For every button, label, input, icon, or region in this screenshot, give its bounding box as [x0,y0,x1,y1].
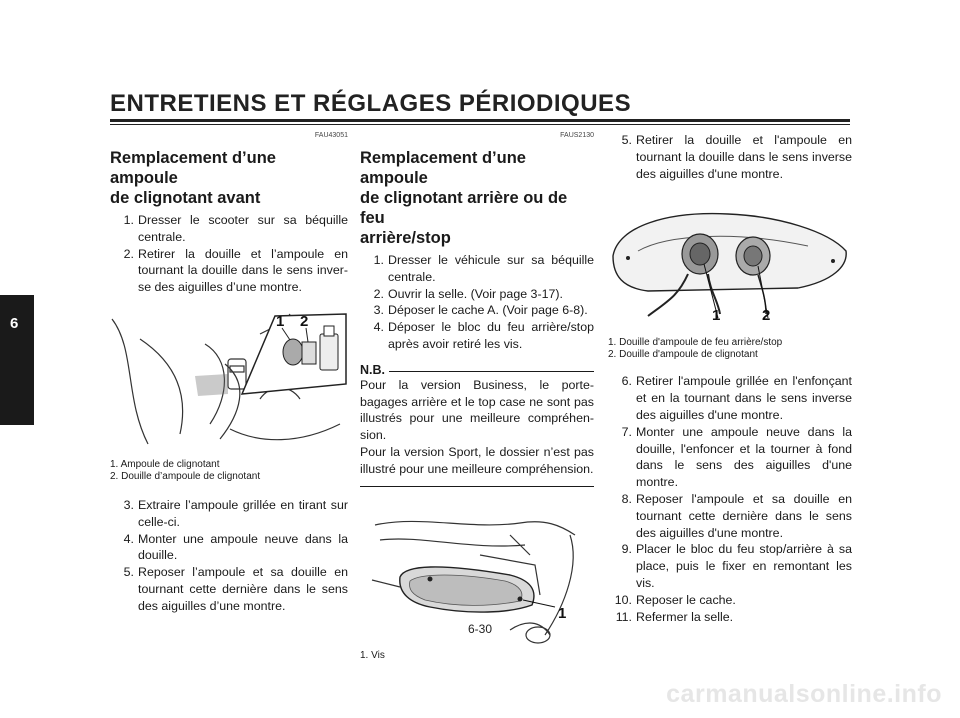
figure-caption [110,459,348,483]
section-title-line: Remplacement d’une ampoule [360,149,526,187]
step-number: 3. [373,303,384,318]
chapter-tab-label: 6 [10,315,19,332]
section-title-line: de clignotant avant [110,189,261,207]
step-item [608,541,852,591]
step-number: 4. [123,531,134,546]
caption-line: 2. Douille d'ampoule de clignotant [608,349,758,361]
caption-line: 2. Douille d’ampoule de clignotant [110,470,261,482]
step-number: 1. [123,213,134,227]
note-paragraph: Pour la version Business, le porte-bagages arrière et le top case ne sont pas illustrés pour une meilleure compréhension. [360,377,594,443]
steps-list [608,132,852,182]
figure-rear-light-sockets [608,196,852,331]
figure-callout-1: 1 [712,307,721,325]
caption-line: 1. Ampoule de clignotant [110,458,220,470]
page-number: 6-30 [467,622,493,636]
steps-list [110,497,348,615]
figure-callout-1: 1 [276,312,285,330]
step-number: 4. [373,320,384,335]
step-text: Retirer l'ampoule grillée en l'enfonçant et en la tournant dans le sens inverse des aiguilles d'une montre. [636,374,852,422]
figure-callout-2: 2 [300,312,309,330]
page-header-title: ENTRETIENS ET RÉGLAGES PÉRIODIQUES [110,90,632,117]
note-rule [389,371,594,372]
step-item [360,302,594,319]
step-number: 8. [621,491,632,506]
step-number: 7. [621,424,632,439]
rear-light-sockets-illustration [608,196,852,326]
column-taillight-bulb [608,132,852,625]
step-text: Retirer la douille et l'ampoule en tournant la douille dans le sens inverse des aiguilles d'une montre. [636,133,852,181]
step-item [608,491,852,541]
step-item [608,424,852,491]
column-front-indicator [110,132,348,615]
step-text: Extraire l’ampoule grillée en tirant sur celle-ci. [138,497,348,529]
step-text: Reposer le cache. [636,592,736,607]
step-text: Monter une ampoule neuve dans la douille, l'enfoncer et la tourner à fond dans le sens des aiguilles d'une montre. [636,424,852,490]
step-text: Déposer le cache A. (Voir page 6-8). [388,303,588,318]
step-item [360,319,594,353]
step-text: Déposer le bloc du feu arrière/stop après avoir retiré les vis. [388,320,594,351]
caption-line: 1. Vis [360,649,385,661]
step-number: 6. [621,374,632,389]
step-item [110,212,348,246]
step-text: Placer le bloc du feu stop/arrière à sa place, puis le fixer en remontant les vis. [636,542,852,590]
figure-caption [360,650,594,662]
step-item [608,132,852,182]
section-title-line: de clignotant arrière ou de feu [360,189,568,227]
figure-callout-1: 1 [558,604,567,622]
step-text: Dresser le scooter sur sa béquille centrale. [138,213,348,244]
section-title [360,148,594,248]
note-box [360,363,594,487]
watermark: carmanualsonline.info [666,680,942,708]
header-rule-thin [110,124,850,125]
section-title-line: arrière/stop [360,229,451,247]
step-item [110,531,348,565]
steps-list [608,373,852,625]
note-label: N.B. [360,362,385,377]
column-rear-indicator [360,132,594,662]
section-title [110,148,348,208]
step-text: Refermer la selle. [636,609,734,624]
step-number: 2. [123,246,134,261]
figure-front-indicator [110,304,348,459]
step-item [360,286,594,303]
step-item [360,252,594,286]
step-item [608,373,852,423]
step-item [110,246,348,296]
section-code: FAU43051 [314,132,348,139]
step-number: 11. [615,609,632,624]
step-text: Reposer l'ampoule et sa douille en tournant cette dernière dans le sens des aiguilles d'une montre. [636,491,852,540]
step-text: Dresser le véhicule sur sa béquille centrale. [388,253,594,284]
step-text: Ouvrir la selle. (Voir page 3-17). [388,286,563,301]
caption-line: 1. Douille d'ampoule de feu arrière/stop [608,337,783,349]
steps-list [110,212,348,296]
section-title-line: Remplacement d’une ampoule [110,149,276,187]
note-header [360,363,594,377]
step-number: 3. [123,497,134,512]
figure-caption [608,337,852,361]
step-text: Monter une ampoule neuve dans la douille. [138,531,348,563]
step-number: 10. [614,592,632,607]
section-code: FAUS2130 [560,132,594,139]
step-number: 5. [123,565,134,580]
header-rule [110,119,850,122]
step-text: Retirer la douille et l’ampoule en tournant la douille dans le sens inverse des aiguilles d’une montre. [138,246,348,295]
step-number: 1. [373,253,384,267]
note-end-rule [360,486,594,487]
step-text: Reposer l’ampoule et sa douille en tournant cette dernière dans le sens des aiguilles d’une montre. [138,565,348,613]
chapter-tab [0,295,34,425]
step-item [608,592,852,609]
step-item [110,497,348,531]
steps-list [360,252,594,353]
note-paragraph: Pour la version Sport, le dossier n’est pas illustré pour une meilleure compréhension. [360,444,594,476]
front-indicator-illustration [110,304,348,454]
step-number: 9. [621,542,632,557]
figure-callout-2: 2 [762,307,771,325]
step-number: 2. [373,286,384,301]
step-number: 5. [621,133,632,147]
step-item [110,564,348,614]
